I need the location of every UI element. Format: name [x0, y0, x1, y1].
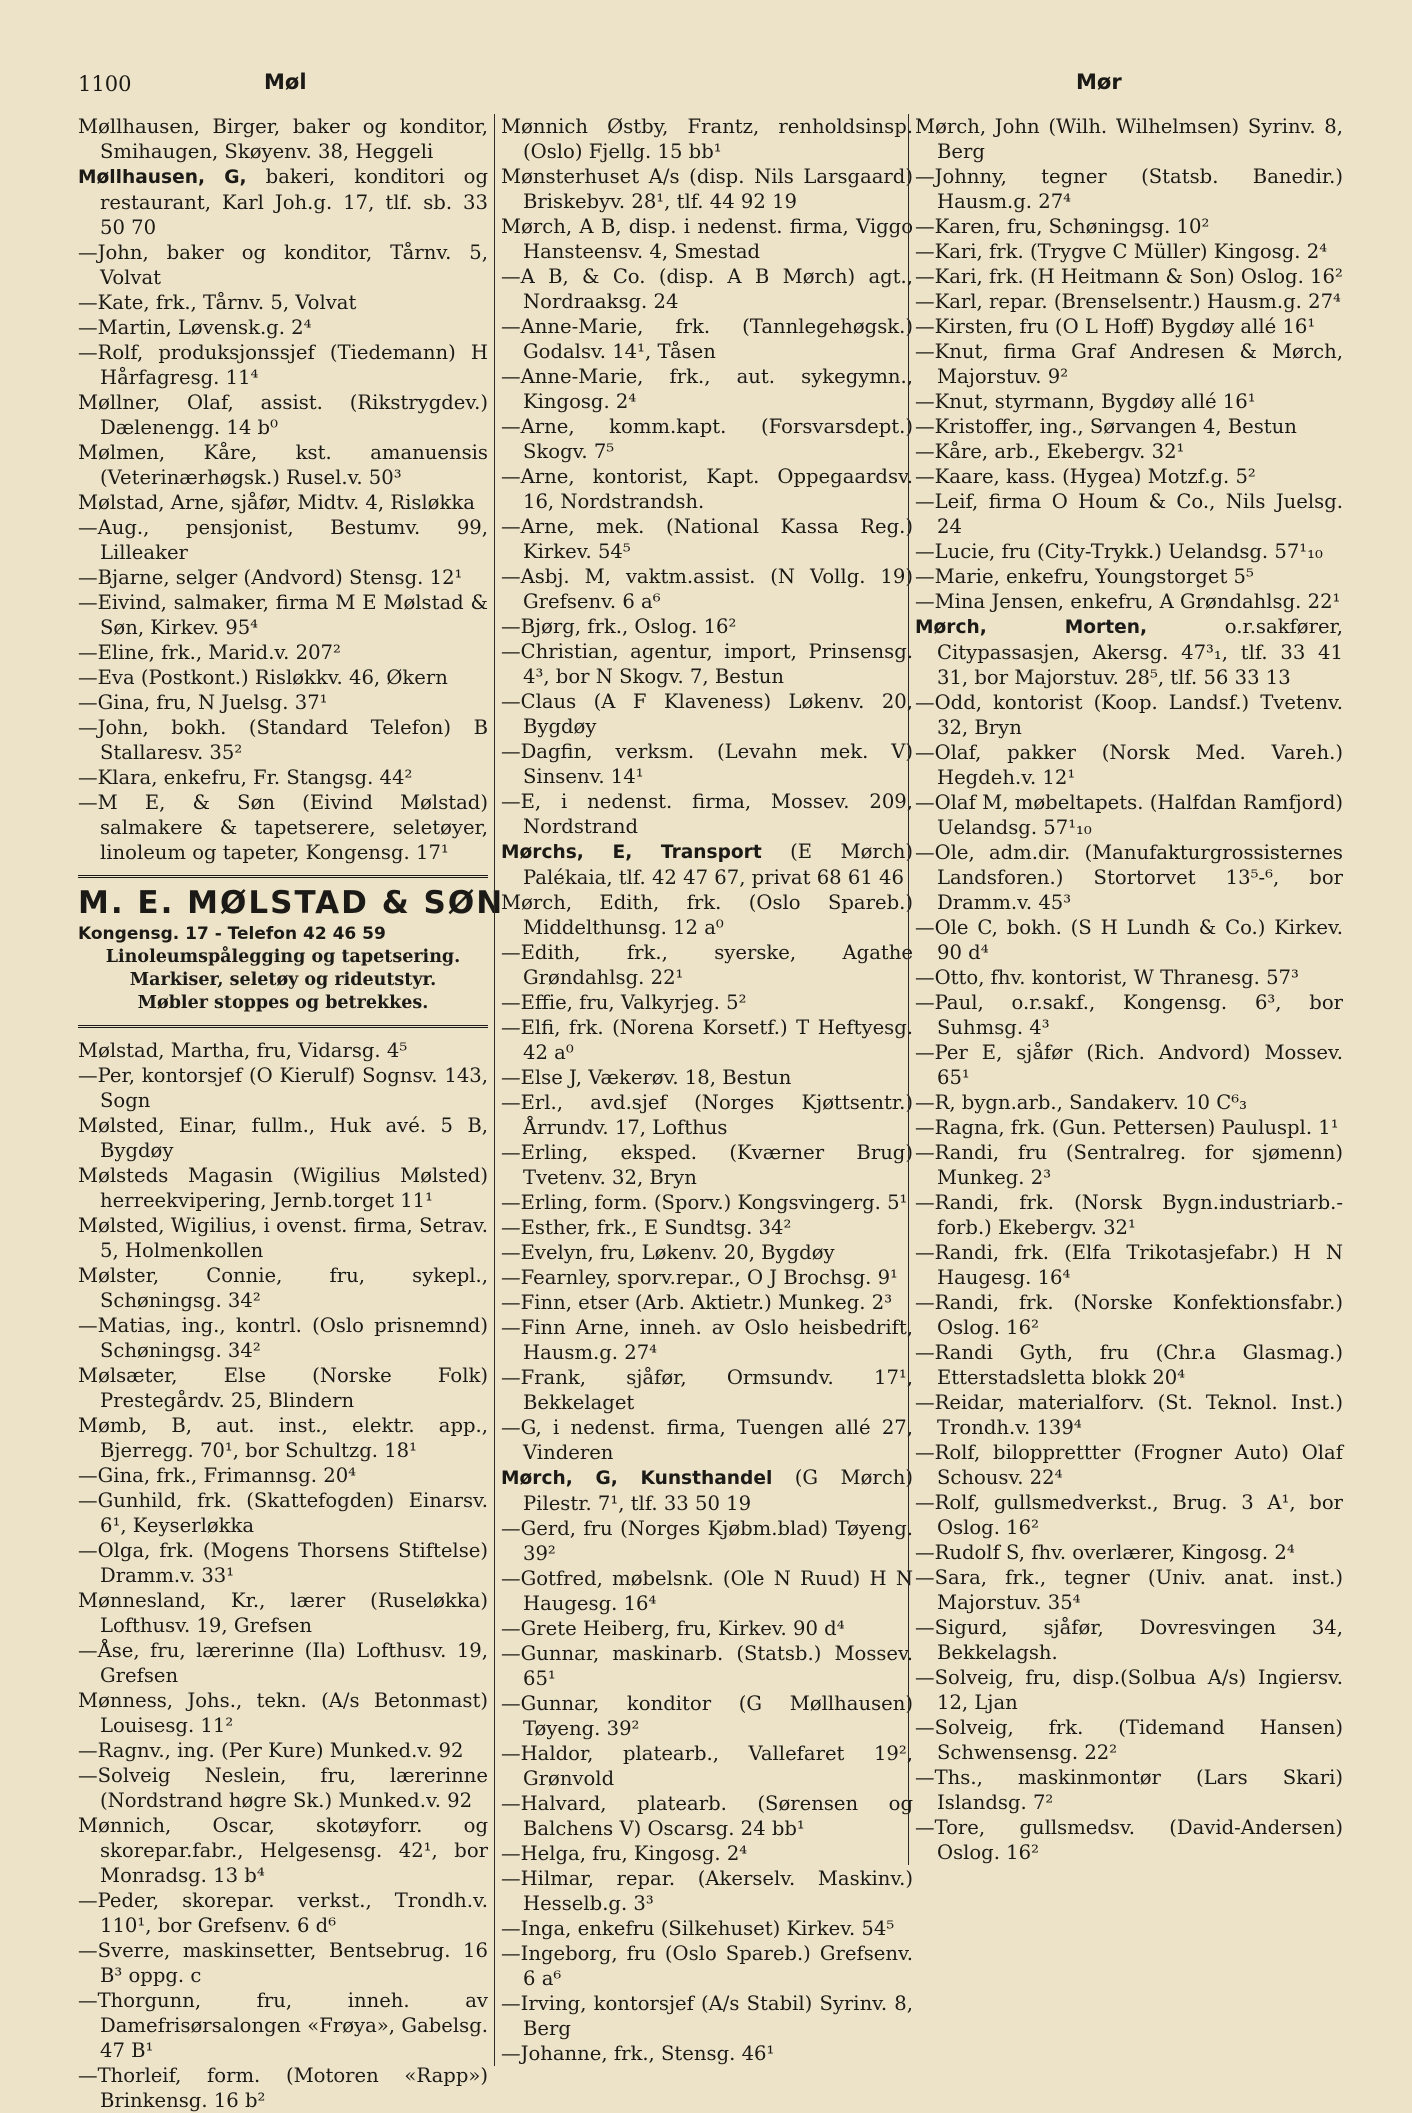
directory-entry: —Marie, enkefru, Youngstorget 5⁵: [915, 565, 1254, 588]
directory-entry: Mølsæter, Else (Norske Folk) Prestegårdv. 25, Blindern: [78, 1364, 488, 1412]
directory-entry: Mølmen, Kåre, kst. amanuensis (Veterinærhøgsk.) Rusel.v. 50³: [78, 441, 488, 489]
entry-name-bold: Mørch, G, Kunsthandel: [501, 1468, 773, 1489]
directory-entry: —Haldor, platearb., Vallefaret 19², Grønvold: [501, 1742, 913, 1790]
directory-entry: —Randi, frk. (Norske Konfektionsfabr.) Oslog. 16²: [915, 1291, 1343, 1339]
directory-entry: —Kari, frk. (Trygve C Müller) Kingosg. 2⁴: [915, 240, 1328, 263]
directory-entry: —Arne, komm.kapt. (Forsvarsdept.) Skogv. 7⁵: [501, 415, 913, 463]
directory-entry: Mønsterhuset A/s (disp. Nils Larsgaard) Briskebyv. 28¹, tlf. 44 92 19: [501, 165, 913, 213]
directory-entry: —Bjarne, selger (Andvord) Stensg. 12¹: [78, 566, 463, 589]
directory-entry: —Matias, ing., kontrl. (Oslo prisnemnd) Schøningsg. 34²: [78, 1314, 488, 1362]
directory-entry: —Gerd, fru (Norges Kjøbm.blad) Tøyeng. 39²: [501, 1517, 913, 1565]
directory-entry: —Grete Heiberg, fru, Kirkev. 90 d⁴: [501, 1617, 845, 1640]
column-1-bottom-entries: [78, 1038, 488, 2113]
directory-entry: —Åse, fru, lærerinne (Ila) Lofthusv. 19, Grefsen: [78, 1639, 488, 1687]
directory-entry: —Reidar, materialforv. (St. Teknol. Inst.) Trondh.v. 139⁴: [915, 1391, 1343, 1439]
directory-entry: —Asbj. M, vaktm.assist. (N Vollg. 19) Grefsenv. 6 a⁶: [501, 565, 913, 613]
directory-entry: —Dagfin, verksm. (Levahn mek. V) Sinsenv. 14¹: [501, 740, 913, 788]
directory-entry: —Finn Arne, inneh. av Oslo heisbedrift, Hausm.g. 27⁴: [501, 1316, 913, 1364]
ad-title: M. E. MØLSTAD & SØN: [78, 885, 505, 921]
directory-entry: —Ole, adm.dir. (Manufakturgrossisternes Landsforen.) Stortorvet 13⁵-⁶, bor Dramm.v. 45³: [915, 841, 1343, 914]
entry-name-bold: Mørchs, E, Transport: [501, 842, 762, 863]
directory-entry: —Sara, frk., tegner (Univ. anat. inst.) Majorstuv. 35⁴: [915, 1566, 1343, 1614]
page-number: 1100: [78, 72, 132, 96]
directory-entry: —Helga, fru, Kingosg. 2⁴: [501, 1842, 748, 1865]
directory-entry: Mønness, Johs., tekn. (A/s Betonmast) Louisesg. 11²: [78, 1689, 488, 1737]
directory-entry: —John, bokh. (Standard Telefon) B Stallaresv. 35²: [78, 716, 488, 764]
column-1-top-entries: [78, 114, 488, 865]
directory-entry: Mørch, John (Wilh. Wilhelmsen) Syrinv. 8, Berg: [915, 115, 1343, 163]
directory-entry: Møllner, Olaf, assist. (Rikstrygdev.) Dælenengg. 14 b⁰: [78, 391, 488, 439]
page-header: [78, 68, 1368, 108]
keyword-right: Mør: [1076, 70, 1122, 94]
entry-details: (E Mørch) Palékaia, tlf. 42 47 67, privat 68 61 46: [523, 840, 913, 889]
directory-entry: Møllhausen, Birger, baker og konditor, Smihaugen, Skøyenv. 38, Heggeli: [78, 115, 488, 163]
directory-entry: —Rolf, produksjonssjef (Tiedemann) H Hårfagresg. 11⁴: [78, 341, 488, 389]
directory-entry: —Ragna, frk. (Gun. Pettersen) Pauluspl. 1¹: [915, 1116, 1339, 1139]
directory-entry: Mørch, Edith, frk. (Oslo Spareb.) Middelthunsg. 12 a⁰: [501, 891, 913, 939]
directory-entry: —R, bygn.arb., Sandakerv. 10 C⁶₃: [915, 1091, 1247, 1114]
directory-entry: —Martin, Løvensk.g. 2⁴: [78, 316, 312, 339]
directory-entry: —Ths., maskinmontør (Lars Skari) Islandsg. 7²: [915, 1766, 1343, 1814]
directory-entry: —Esther, frk., E Sundtsg. 34²: [501, 1216, 792, 1239]
entry-details: (G Mørch) Pilestr. 7¹, tlf. 33 50 19: [523, 1466, 913, 1515]
directory-entry: —Evelyn, fru, Løkenv. 20, Bygdøy: [501, 1241, 835, 1264]
directory-entry: —Olga, frk. (Mogens Thorsens Stiftelse) Dramm.v. 33¹: [78, 1539, 488, 1587]
directory-entry: —Kristoffer, ing., Sørvangen 4, Bestun: [915, 415, 1297, 438]
directory-entry: —G, i nedenst. firma, Tuengen allé 27, Vinderen: [501, 1416, 913, 1464]
ad-line: Linoleumspålegging og tapetsering.: [105, 947, 461, 967]
directory-entry: —Gunhild, frk. (Skattefogden) Einarsv. 6¹, Keyserløkka: [78, 1489, 488, 1537]
directory-entry: Mønnich Østby, Frantz, renholdsinsp. (Oslo) Fjellg. 15 bb¹: [501, 115, 913, 163]
directory-entry: —Per E, sjåfør (Rich. Andvord) Mossev. 65¹: [915, 1041, 1343, 1089]
directory-entry: —Knut, firma Graf Andresen & Mørch, Majorstuv. 9²: [915, 340, 1343, 388]
advertisement-molstad: [78, 875, 505, 1028]
ad-line: Markiser, seletøy og rideutstyr.: [129, 970, 437, 990]
directory-entry: Mølstad, Arne, sjåfør, Midtv. 4, Risløkka: [78, 491, 475, 514]
directory-entry: —Frank, sjåfør, Ormsundv. 17¹, Bekkelaget: [501, 1366, 913, 1414]
directory-entry: —Thorleif, form. (Motoren «Rapp») Brinkensg. 16 b²: [78, 2064, 488, 2112]
directory-entry: —Irving, kontorsjef (A/s Stabil) Syrinv. 8, Berg: [501, 1992, 913, 2040]
directory-entry: —Paul, o.r.sakf., Kongensg. 6³, bor Suhmsg. 4³: [915, 991, 1343, 1039]
directory-entry: —Fearnley, sporv.repar., O J Brochsg. 9¹: [501, 1266, 898, 1289]
directory-entry: —Gunnar, maskinarb. (Statsb.) Mossev. 65¹: [501, 1642, 913, 1690]
directory-entry: —Karl, repar. (Brenselsentr.) Hausm.g. 27⁴: [915, 290, 1341, 313]
directory-entry: [915, 614, 1343, 690]
directory-entry: —Mina Jensen, enkefru, A Grøndahlsg. 22¹: [915, 590, 1341, 613]
ad-line: Møbler stoppes og betrekkes.: [137, 993, 429, 1013]
directory-entry: Mølsted, Wigilius, i ovenst. firma, Setrav. 5, Holmenkollen: [78, 1214, 488, 1262]
directory-entry: [501, 839, 913, 890]
directory-entry: —Olaf, pakker (Norsk Med. Vareh.) Hegdeh.v. 12¹: [915, 741, 1343, 789]
directory-entry: [78, 164, 488, 240]
directory-entry: —Erling, eksped. (Kværner Brug) Tvetenv. 32, Bryn: [501, 1141, 913, 1189]
directory-entry: —Solveig, fru, disp.(Solbua A/s) Ingiersv. 12, Ljan: [915, 1666, 1343, 1714]
directory-page: [78, 68, 1368, 2112]
directory-entry: Mølstad, Martha, fru, Vidarsg. 4⁵: [78, 1039, 408, 1062]
directory-entry: —Kari, frk. (H Heitmann & Son) Oslog. 16²: [915, 265, 1343, 288]
ad-subtitle: Kongensg. 17 - Telefon 42 46 59: [78, 924, 386, 944]
directory-entry: —Eivind, salmaker, firma M E Mølstad & Søn, Kirkev. 95⁴: [78, 591, 488, 639]
directory-entry: —Leif, firma O Houm & Co., Nils Juelsg. 24: [915, 490, 1343, 538]
directory-entry: Mølsted, Einar, fullm., Huk avé. 5 B, Bygdøy: [78, 1114, 488, 1162]
directory-entry: —Kaare, kass. (Hygea) Motzf.g. 5²: [915, 465, 1256, 488]
directory-entry: —Randi Gyth, fru (Chr.a Glasmag.) Etterstadsletta blokk 20⁴: [915, 1341, 1343, 1389]
entry-name-bold: Mørch, Morten,: [915, 617, 1148, 638]
directory-entry: —Randi, frk. (Elfa Trikotasjefabr.) H N Haugesg. 16⁴: [915, 1241, 1343, 1289]
entry-name-bold: Møllhausen, G,: [78, 167, 247, 188]
directory-entry: —Odd, kontorist (Koop. Landsf.) Tvetenv. 32, Bryn: [915, 691, 1343, 739]
directory-entry: —Peder, skorepar. verkst., Trondh.v. 110¹, bor Grefsenv. 6 d⁶: [78, 1889, 488, 1937]
keyword-left: Møl: [264, 70, 307, 94]
directory-entry: Mønnich, Oscar, skotøyforr. og skorepar.fabr., Helgesensg. 42¹, bor Monradsg. 13 b⁴: [78, 1814, 488, 1887]
directory-entry: [501, 1465, 913, 1516]
directory-entry: —Edith, frk., syerske, Agathe Grøndahlsg. 22¹: [501, 941, 913, 989]
column-3: [908, 114, 1343, 1865]
directory-entry: —Gotfred, møbelsnk. (Ole N Ruud) H N Haugesg. 16⁴: [501, 1567, 913, 1615]
directory-entry: —Kirsten, fru (O L Hoff) Bygdøy allé 16¹: [915, 315, 1316, 338]
directory-entry: —M E, & Søn (Eivind Mølstad) salmakere & tapetserere, seletøyer, linoleum og tapeter, Kongensg. 17¹: [78, 791, 488, 864]
directory-entry: —Solveig, frk. (Tidemand Hansen) Schwensensg. 22²: [915, 1716, 1343, 1764]
directory-entry: Mømb, B, aut. inst., elektr. app., Bjerregg. 70¹, bor Schultzg. 18¹: [78, 1414, 488, 1462]
directory-entry: —Randi, fru (Sentralreg. for sjømenn) Munkeg. 2³: [915, 1141, 1343, 1189]
directory-entry: —Effie, fru, Valkyrjeg. 5²: [501, 991, 747, 1014]
directory-entry: —Arne, mek. (National Kassa Reg.) Kirkev. 54⁵: [501, 515, 913, 563]
directory-entry: —Otto, fhv. kontorist, W Thranesg. 57³: [915, 966, 1299, 989]
directory-entry: —Bjørg, frk., Oslog. 16²: [501, 615, 737, 638]
directory-entry: —Claus (A F Klaveness) Løkenv. 20, Bygdøy: [501, 690, 913, 738]
directory-entry: —Else J, Vækerøv. 18, Bestun: [501, 1066, 792, 1089]
directory-entry: —Gina, fru, N Juelsg. 37¹: [78, 691, 328, 714]
directory-entry: —A B, & Co. (disp. A B Mørch) agt., Nordraaksg. 24: [501, 265, 913, 313]
directory-entry: Mølsteds Magasin (Wigilius Mølsted) herreekvipering, Jernb.torget 11¹: [78, 1164, 488, 1212]
directory-entry: —Solveig Neslein, fru, lærerinne (Nordstrand høgre Sk.) Munked.v. 92: [78, 1764, 488, 1812]
directory-entry: —Hilmar, repar. (Akerselv. Maskinv.) Hesselb.g. 3³: [501, 1867, 913, 1915]
directory-entry: —Rolf, bilopprettter (Frogner Auto) Olaf Schousv. 22⁴: [915, 1441, 1343, 1489]
directory-entry: —Halvard, platearb. (Sørensen og Balchens V) Oscarsg. 24 bb¹: [501, 1792, 913, 1840]
directory-entry: —Christian, agentur, import, Prinsensg. 4³, bor N Skogv. 7, Bestun: [501, 640, 913, 688]
directory-entry: —Rolf, gullsmedverkst., Brug. 3 A¹, bor Oslog. 16²: [915, 1491, 1343, 1539]
directory-entry: —Eva (Postkont.) Risløkkv. 46, Økern: [78, 666, 448, 689]
directory-entry: —Kåre, arb., Ekebergv. 32¹: [915, 440, 1185, 463]
directory-entry: —Arne, kontorist, Kapt. Oppegaardsv. 16, Nordstrandsh.: [501, 465, 913, 513]
directory-entry: Mørch, A B, disp. i nedenst. firma, Viggo Hansteensv. 4, Smestad: [501, 215, 913, 263]
directory-entry: Mønnesland, Kr., lærer (Ruseløkka) Lofthusv. 19, Grefsen: [78, 1589, 488, 1637]
directory-entry: —Ole C, bokh. (S H Lundh & Co.) Kirkev. 90 d⁴: [915, 916, 1343, 964]
directory-entry: —Tore, gullsmedsv. (David-Andersen) Oslog. 16²: [915, 1816, 1343, 1864]
column-2: [494, 114, 913, 2066]
directory-entry: —Aug., pensjonist, Bestumv. 99, Lilleaker: [78, 516, 488, 564]
directory-entry: —Inga, enkefru (Silkehuset) Kirkev. 54⁵: [501, 1917, 895, 1940]
directory-entry: —Erling, form. (Sporv.) Kongsvingerg. 5¹: [501, 1191, 908, 1214]
directory-entry: —Per, kontorsjef (O Kierulf) Sognsv. 143, Sogn: [78, 1064, 488, 1112]
directory-entry: —Randi, frk. (Norsk Bygn.industriarb.-forb.) Ekebergv. 32¹: [915, 1191, 1343, 1239]
directory-entry: —Finn, etser (Arb. Aktietr.) Munkeg. 2³: [501, 1291, 893, 1314]
directory-entry: —Elfi, frk. (Norena Korsetf.) T Heftyesg. 42 a⁰: [501, 1016, 913, 1064]
entry-details: bakeri, konditori og restaurant, Karl Joh.g. 17, tlf. sb. 33 50 70: [100, 165, 488, 239]
column-1: [78, 114, 505, 2113]
directory-entry: —Thorgunn, fru, inneh. av Damefrisørsalongen «Frøya», Gabelsg. 47 B¹: [78, 1989, 488, 2062]
directory-entry: —Anne-Marie, frk., aut. sykegymn., Kingosg. 2⁴: [501, 365, 913, 413]
directory-entry: —Gina, frk., Frimannsg. 20⁴: [78, 1464, 357, 1487]
directory-entry: —Ingeborg, fru (Oslo Spareb.) Grefsenv. 6 a⁶: [501, 1942, 913, 1990]
directory-entry: —Sverre, maskinsetter, Bentsebrug. 16 B³ oppg. c: [78, 1939, 488, 1987]
directory-entry: —Karen, fru, Schøningsg. 10²: [915, 215, 1210, 238]
directory-entry: —Eline, frk., Marid.v. 207²: [78, 641, 341, 664]
directory-entry: —Gunnar, konditor (G Møllhausen) Tøyeng. 39²: [501, 1692, 913, 1740]
directory-entry: —Klara, enkefru, Fr. Stangsg. 44²: [78, 766, 413, 789]
directory-entry: —Kate, frk., Tårnv. 5, Volvat: [78, 291, 357, 314]
entry-details: o.r.sakfører, Citypassasjen, Akersg. 47³₁, tlf. 33 41 31, bor Majorstuv. 28⁵, tlf. 56 33 13: [937, 615, 1343, 689]
directory-entry: —Lucie, fru (City-Trykk.) Uelandsg. 57¹₁₀: [915, 540, 1323, 563]
directory-entry: —Ragnv., ing. (Per Kure) Munked.v. 92: [78, 1739, 464, 1762]
directory-entry: —John, baker og konditor, Tårnv. 5, Volvat: [78, 241, 488, 289]
directory-entry: —Knut, styrmann, Bygdøy allé 16¹: [915, 390, 1256, 413]
directory-entry: —Johanne, frk., Stensg. 46¹: [501, 2042, 775, 2065]
directory-entry: —Sigurd, sjåfør, Dovresvingen 34, Bekkelagsh.: [915, 1616, 1343, 1664]
directory-entry: —Rudolf S, fhv. overlærer, Kingosg. 2⁴: [915, 1541, 1295, 1564]
directory-entry: —Erl., avd.sjef (Norges Kjøttsentr.) Årrundv. 17, Lofthus: [501, 1091, 913, 1139]
directory-entry: —E, i nedenst. firma, Mossev. 209, Nordstrand: [501, 790, 913, 838]
directory-entry: —Johnny, tegner (Statsb. Banedir.) Hausm.g. 27⁴: [915, 165, 1343, 213]
directory-entry: —Olaf M, møbeltapets. (Halfdan Ramfjord) Uelandsg. 57¹₁₀: [915, 791, 1343, 839]
directory-entry: —Anne-Marie, frk. (Tannlegehøgsk.) Godalsv. 14¹, Tåsen: [501, 315, 913, 363]
directory-entry: Mølster, Connie, fru, sykepl., Schøningsg. 34²: [78, 1264, 488, 1312]
